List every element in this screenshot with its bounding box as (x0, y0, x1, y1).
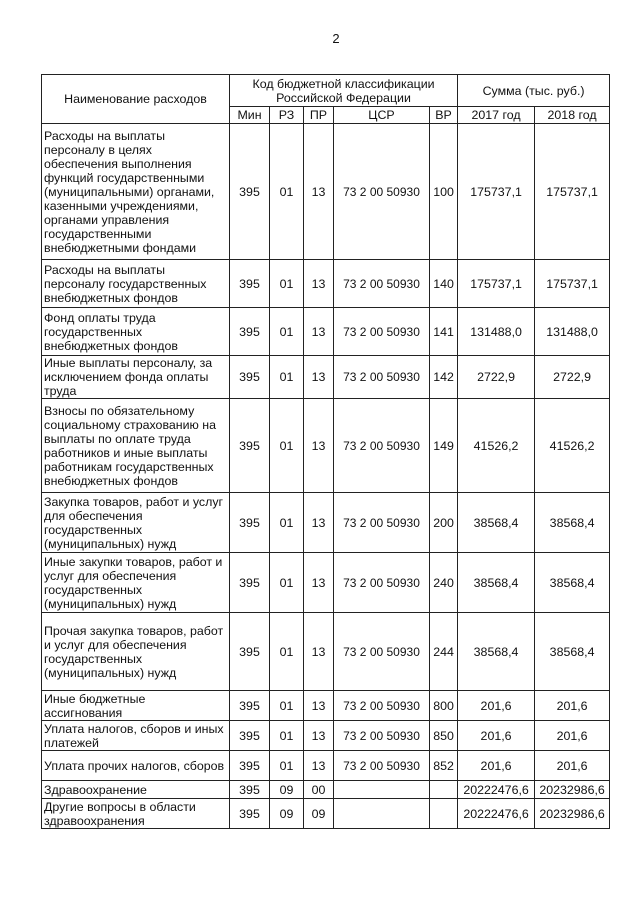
cell-name: Здравоохранение (42, 781, 230, 799)
cell-name: Уплата прочих налогов, сборов (42, 751, 230, 781)
table-row (42, 751, 610, 781)
cell-vr: 244 (430, 613, 458, 691)
cell-csr: 73 2 00 50930 (334, 691, 430, 721)
cell-pr: 13 (304, 751, 334, 781)
cell-min: 395 (230, 553, 270, 613)
cell-min: 395 (230, 399, 270, 493)
cell-csr: 73 2 00 50930 (334, 260, 430, 308)
cell-pr: 13 (304, 260, 334, 308)
cell-rz: 01 (270, 493, 304, 553)
cell-min: 395 (230, 691, 270, 721)
cell-pr: 13 (304, 721, 334, 751)
cell-sum-2017: 41526,2 (458, 399, 535, 493)
cell-name: Иные выплаты персоналу, за исключением фонда оплаты труда (42, 356, 230, 399)
cell-name: Другие вопросы в области здравоохранения (42, 799, 230, 829)
cell-rz: 01 (270, 751, 304, 781)
cell-name: Расходы на выплаты персоналу в целях обеспечения выполнения функций государственными (муниципальными) органами, казенными учреждениями, органами управления государственными внебюджетными фондами (42, 124, 230, 260)
cell-vr: 140 (430, 260, 458, 308)
cell-name: Закупка товаров, работ и услуг для обеспечения государственных (муниципальных) нужд (42, 493, 230, 553)
cell-sum-2018: 38568,4 (535, 553, 610, 613)
cell-vr: 100 (430, 124, 458, 260)
cell-pr: 13 (304, 308, 334, 356)
cell-name: Иные бюджетные ассигнования (42, 691, 230, 721)
cell-min: 395 (230, 781, 270, 799)
cell-pr: 13 (304, 613, 334, 691)
header-min: Мин (230, 107, 270, 124)
cell-sum-2017: 2722,9 (458, 356, 535, 399)
table-row (42, 721, 610, 751)
cell-name: Уплата налогов, сборов и иных платежей (42, 721, 230, 751)
header-vr: ВР (430, 107, 458, 124)
table-body (42, 124, 610, 829)
cell-min: 395 (230, 493, 270, 553)
cell-sum-2018: 20232986,6 (535, 781, 610, 799)
cell-min: 395 (230, 260, 270, 308)
cell-sum-2017: 201,6 (458, 751, 535, 781)
page-number: 2 (332, 31, 340, 46)
table-row (42, 799, 610, 829)
cell-sum-2018: 38568,4 (535, 493, 610, 553)
table-row (42, 356, 610, 399)
cell-vr: 142 (430, 356, 458, 399)
cell-sum-2017: 38568,4 (458, 553, 535, 613)
cell-vr (430, 799, 458, 829)
cell-csr: 73 2 00 50930 (334, 721, 430, 751)
cell-csr: 73 2 00 50930 (334, 356, 430, 399)
header-csr: ЦСР (334, 107, 430, 124)
cell-sum-2018: 38568,4 (535, 613, 610, 691)
cell-csr (334, 781, 430, 799)
cell-min: 395 (230, 751, 270, 781)
cell-sum-2017: 131488,0 (458, 308, 535, 356)
cell-vr: 141 (430, 308, 458, 356)
header-2017: 2017 год (458, 107, 535, 124)
header-rz: РЗ (270, 107, 304, 124)
table-row (42, 399, 610, 493)
cell-sum-2017: 175737,1 (458, 260, 535, 308)
cell-rz: 01 (270, 613, 304, 691)
cell-min: 395 (230, 308, 270, 356)
cell-csr: 73 2 00 50930 (334, 613, 430, 691)
cell-rz: 01 (270, 124, 304, 260)
cell-sum-2017: 20222476,6 (458, 781, 535, 799)
cell-rz: 01 (270, 721, 304, 751)
cell-sum-2018: 41526,2 (535, 399, 610, 493)
cell-pr: 13 (304, 356, 334, 399)
cell-csr: 73 2 00 50930 (334, 308, 430, 356)
cell-vr: 852 (430, 751, 458, 781)
cell-pr: 13 (304, 553, 334, 613)
cell-sum-2018: 201,6 (535, 721, 610, 751)
cell-csr: 73 2 00 50930 (334, 553, 430, 613)
table-row (42, 691, 610, 721)
header-pr: ПР (304, 107, 334, 124)
cell-csr: 73 2 00 50930 (334, 124, 430, 260)
cell-sum-2018: 175737,1 (535, 260, 610, 308)
cell-vr: 149 (430, 399, 458, 493)
cell-sum-2017: 38568,4 (458, 493, 535, 553)
cell-min: 395 (230, 613, 270, 691)
cell-pr: 09 (304, 799, 334, 829)
cell-name: Взносы по обязательному социальному страхованию на выплаты по оплате труда работников и иные выплаты работникам государственных внебюджетных фондов (42, 399, 230, 493)
cell-sum-2017: 38568,4 (458, 613, 535, 691)
cell-rz: 01 (270, 553, 304, 613)
table-row (42, 613, 610, 691)
cell-rz: 09 (270, 781, 304, 799)
cell-vr: 800 (430, 691, 458, 721)
cell-sum-2018: 131488,0 (535, 308, 610, 356)
cell-min: 395 (230, 124, 270, 260)
cell-min: 395 (230, 721, 270, 751)
cell-csr (334, 799, 430, 829)
cell-name: Прочая закупка товаров, работ и услуг для обеспечения государственных (муниципальных) нужд (42, 613, 230, 691)
cell-rz: 01 (270, 356, 304, 399)
cell-sum-2018: 175737,1 (535, 124, 610, 260)
cell-name: Фонд оплаты труда государственных внебюджетных фондов (42, 308, 230, 356)
cell-sum-2017: 20222476,6 (458, 799, 535, 829)
cell-pr: 13 (304, 691, 334, 721)
cell-rz: 01 (270, 399, 304, 493)
header-sum-group: Сумма (тыс. руб.) (458, 75, 610, 107)
table-row (42, 124, 610, 260)
table-row (42, 781, 610, 799)
header-2018: 2018 год (535, 107, 610, 124)
cell-min: 395 (230, 356, 270, 399)
header-code-group: Код бюджетной классификации Российской Федерации (230, 75, 458, 107)
cell-pr: 00 (304, 781, 334, 799)
cell-csr: 73 2 00 50930 (334, 493, 430, 553)
cell-csr: 73 2 00 50930 (334, 751, 430, 781)
cell-name: Иные закупки товаров, работ и услуг для обеспечения государственных (муниципальных) нужд (42, 553, 230, 613)
table-row (42, 260, 610, 308)
budget-table (41, 74, 610, 829)
cell-sum-2018: 201,6 (535, 691, 610, 721)
cell-csr: 73 2 00 50930 (334, 399, 430, 493)
cell-pr: 13 (304, 124, 334, 260)
cell-sum-2018: 201,6 (535, 751, 610, 781)
cell-min: 395 (230, 799, 270, 829)
table-row (42, 308, 610, 356)
cell-vr: 850 (430, 721, 458, 751)
cell-name: Расходы на выплаты персоналу государственных внебюджетных фондов (42, 260, 230, 308)
cell-sum-2017: 201,6 (458, 691, 535, 721)
table-row (42, 553, 610, 613)
cell-rz: 01 (270, 308, 304, 356)
cell-sum-2018: 20232986,6 (535, 799, 610, 829)
cell-sum-2018: 2722,9 (535, 356, 610, 399)
cell-sum-2017: 175737,1 (458, 124, 535, 260)
cell-rz: 01 (270, 260, 304, 308)
cell-sum-2017: 201,6 (458, 721, 535, 751)
cell-pr: 13 (304, 493, 334, 553)
cell-pr: 13 (304, 399, 334, 493)
cell-vr (430, 781, 458, 799)
table-row (42, 493, 610, 553)
cell-rz: 09 (270, 799, 304, 829)
cell-vr: 240 (430, 553, 458, 613)
header-name: Наименование расходов (42, 75, 230, 124)
cell-rz: 01 (270, 691, 304, 721)
cell-vr: 200 (430, 493, 458, 553)
